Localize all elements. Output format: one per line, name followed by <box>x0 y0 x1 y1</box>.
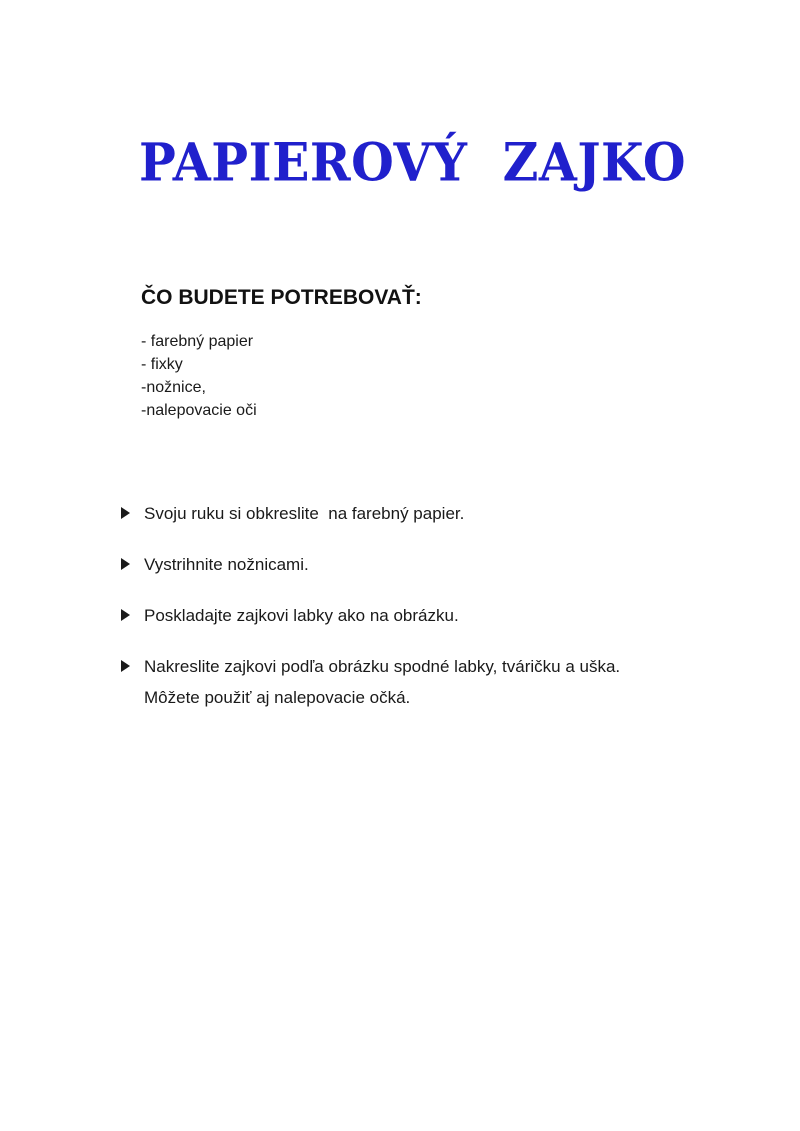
instruction-line: Svoju ruku si obkreslite na farebný papier. <box>144 504 465 523</box>
triangle-right-bullet-icon <box>121 609 130 621</box>
list-item: - farebný papier <box>141 333 254 350</box>
instruction-line: Vystrihnite nožnicami. <box>144 555 309 574</box>
list-item <box>118 651 718 713</box>
materials-list <box>141 330 257 422</box>
list-item <box>118 549 718 580</box>
list-item <box>118 498 718 529</box>
instruction-line: Nakreslite zajkovi podľa obrázku spodné labky, tváričku a uška. <box>144 657 621 676</box>
list-item: - fixky <box>141 356 183 373</box>
instructions-list <box>118 498 718 713</box>
list-item <box>118 600 718 631</box>
triangle-right-bullet-icon <box>121 558 130 570</box>
instruction-line: Môžete použiť aj nalepovacie očká. <box>144 688 411 707</box>
list-item: -nalepovacie oči <box>141 402 257 419</box>
triangle-right-bullet-icon <box>121 507 130 519</box>
instruction-line: Poskladajte zajkovi labky ako na obrázku. <box>144 606 459 625</box>
list-item: -nožnice, <box>141 379 206 396</box>
page-title: PAPIEROVÝ ZAJKO <box>139 131 686 194</box>
materials-heading: ČO BUDETE POTREBOVAŤ: <box>141 286 422 310</box>
triangle-right-bullet-icon <box>121 660 130 672</box>
